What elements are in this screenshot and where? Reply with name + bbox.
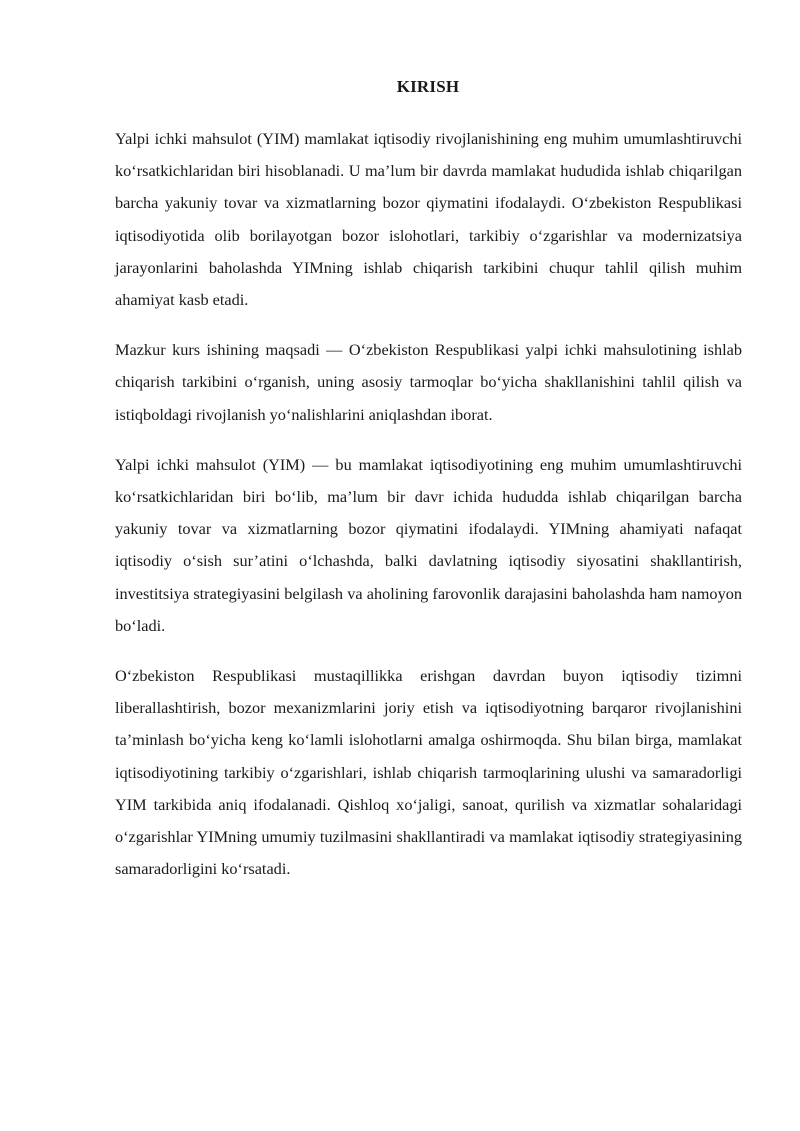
paragraph-2: Mazkur kurs ishining maqsadi — O‘zbekiston Respublikasi yalpi ichki mahsulotining ishlab chiqarish tarkibini o‘rganish, uning asosiy tarmoqlar bo‘yicha shakllanishini tahlil qilish va istiqboldagi rivojlanish yo‘nalishlarini aniqlashdan iborat. xyxy=(115,340,742,424)
document-body xyxy=(115,123,742,903)
section-heading: KIRISH xyxy=(396,77,460,96)
paragraph-3: Yalpi ichki mahsulot (YIM) — bu mamlakat iqtisodiyotining eng muhim umumlashtiruvchi ko‘rsatkichlaridan biri bo‘lib, ma’lum bir davr ichida hududda ishlab chiqarilgan barcha yakuniy tovar va xizmatlarning bozor qiymatini ifodalaydi. YIMning ahamiyati nafaqat iqtisodiy o‘sish sur’atini o‘lchashda, balki davlatning iqtisodiy siyosatini shakllantirish, investitsiya strategiyasini belgilash va aholining farovonlik darajasini baholashda ham namoyon bo‘ladi. xyxy=(115,454,742,635)
paragraph-4: O‘zbekiston Respublikasi mustaqillikka erishgan davrdan buyon iqtisodiy tizimni liberallashtirish, bozor mexanizmlarini joriy etish va iqtisodiyotning barqaror rivojlanishini ta’minlash bo‘yicha keng ko‘lamli islohotlarni amalga oshirmoqda. Shu bilan birga, mamlakat iqtisodiyotining tarkibiy o‘zgarishlari, ishlab chiqarish tarmoqlarining ulushi va samaradorligi YIM tarkibida aniq ifodalanadi. Qishloq xo‘jaligi, sanoat, qurilish va xizmatlar sohalaridagi o‘zgarishlar YIMning umumiy tuzilmasini shakllantiradi va mamlakat iqtisodiy strategiyasining samaradorligini ko‘rsatadi. xyxy=(115,666,742,879)
paragraph-1: Yalpi ichki mahsulot (YIM) mamlakat iqtisodiy rivojlanishining eng muhim umumlashtiruvchi ko‘rsatkichlaridan biri hisoblanadi. U ma’lum bir davrda mamlakat hududida ishlab chiqarilgan barcha yakuniy tovar va xizmatlarning bozor qiymatini ifodalaydi. O‘zbekiston Respublikasi iqtisodiyotida olib borilayotgan bozor islohotlari, tarkibiy o‘zgarishlar va modernizatsiya jarayonlarini baholashda YIMning ishlab chiqarish tarkibini chuqur tahlil qilish muhim ahamiyat kasb etadi. xyxy=(115,129,742,310)
